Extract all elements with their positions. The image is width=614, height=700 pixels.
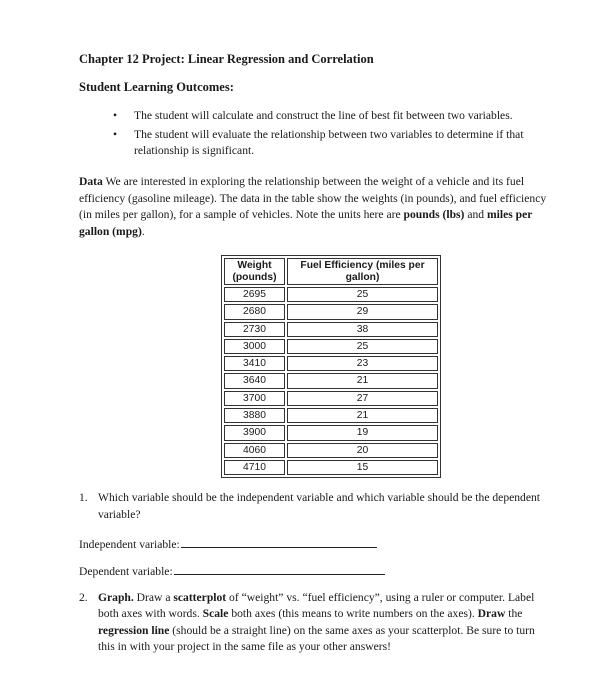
table-row [224, 408, 438, 423]
bullet-icon: • [113, 127, 118, 141]
q2-text: (should be a straight line) on the same axes as your scatterplot. Be sure to turn this in with your project in the same file as your other answers! [98, 623, 535, 654]
q2-text: the [505, 607, 523, 621]
independent-variable-blank[interactable] [181, 536, 377, 548]
weight-cell: 3640 [224, 373, 285, 388]
efficiency-cell: 29 [287, 304, 438, 319]
table-row [224, 339, 438, 354]
efficiency-cell: 19 [287, 425, 438, 440]
table-row [224, 304, 438, 319]
list-item [113, 127, 553, 160]
data-table [221, 255, 441, 478]
draw-term: Draw [477, 607, 506, 621]
outcome-text: The student will evaluate the relationship between two variables to determine if that relationship is significant. [134, 127, 524, 157]
question-number: 1. [79, 491, 88, 504]
table-row [224, 443, 438, 458]
table-row [224, 460, 438, 475]
regression-line-term: regression line [98, 623, 170, 637]
table-body [224, 287, 438, 475]
table-row [224, 425, 438, 440]
weight-cell: 3900 [224, 425, 285, 440]
weight-cell: 2695 [224, 287, 285, 302]
question-number: 2. [79, 591, 88, 604]
intro-unit-mpg: miles per gallon (mpg) [79, 208, 533, 238]
dependent-variable-field [79, 563, 385, 580]
efficiency-column-header: Fuel Efficiency (miles per gallon) [287, 258, 438, 285]
table-row [224, 356, 438, 371]
intro-unit-pounds: pounds (lbs) [403, 208, 465, 222]
table-row [224, 287, 438, 302]
table-row [224, 391, 438, 406]
outcomes-heading: Student Learning Outcomes: [79, 80, 234, 94]
efficiency-cell: 23 [287, 356, 438, 371]
intro-text: . [141, 224, 145, 238]
table-header-row [224, 258, 438, 285]
independent-variable-label: Independent variable: [79, 538, 180, 551]
question-1 [79, 490, 549, 523]
intro-text: and [464, 208, 487, 222]
efficiency-cell: 21 [287, 408, 438, 423]
list-item [113, 108, 553, 125]
weight-cell: 2680 [224, 304, 285, 319]
independent-variable-field [79, 536, 377, 553]
outcomes-list [113, 108, 553, 162]
question-text [79, 590, 549, 656]
question-text: Which variable should be the independent variable and which variable should be the dependent variable? [98, 491, 541, 521]
intro-text: We are interested in exploring the relationship between the weight of a vehicle and its fuel efficiency (gasoline mileage). The data in the table show the weights (in pounds), and fuel efficiency (in miles per gallon), for a sample of vehicles. Note the units here are [79, 175, 547, 222]
efficiency-cell: 25 [287, 287, 438, 302]
outcome-text: The student will calculate and construct the line of best fit between two variables. [134, 109, 513, 122]
question-2 [79, 590, 549, 656]
q2-text: of “weight” vs. “fuel efficiency”, using a ruler or computer. Label both axes with words. [98, 591, 535, 621]
weight-cell: 2730 [224, 322, 285, 337]
q2-text: Draw a [133, 591, 174, 604]
efficiency-cell: 38 [287, 322, 438, 337]
weight-cell: 3410 [224, 356, 285, 371]
page-title: Chapter 12 Project: Linear Regression and Correlation [79, 52, 374, 66]
weight-cell: 3700 [224, 391, 285, 406]
efficiency-cell: 27 [287, 391, 438, 406]
graph-label: Graph. [98, 591, 134, 604]
data-intro-paragraph [79, 174, 549, 240]
weight-cell: 4060 [224, 443, 285, 458]
dependent-variable-blank[interactable] [174, 563, 385, 575]
weight-cell: 3880 [224, 408, 285, 423]
efficiency-cell: 15 [287, 460, 438, 475]
table-row [224, 373, 438, 388]
q2-text: both axes (this means to write numbers on the axes). [228, 607, 478, 621]
intro-label: Data [79, 175, 103, 188]
efficiency-cell: 20 [287, 443, 438, 458]
table-row [224, 322, 438, 337]
scale-term: Scale [202, 607, 229, 621]
efficiency-cell: 21 [287, 373, 438, 388]
weight-cell: 3000 [224, 339, 285, 354]
efficiency-cell: 25 [287, 339, 438, 354]
bullet-icon: • [113, 109, 118, 122]
scatterplot-term: scatterplot [173, 591, 227, 604]
weight-column-header: Weight (pounds) [224, 258, 285, 285]
weight-cell: 4710 [224, 460, 285, 475]
dependent-variable-label: Dependent variable: [79, 565, 173, 578]
